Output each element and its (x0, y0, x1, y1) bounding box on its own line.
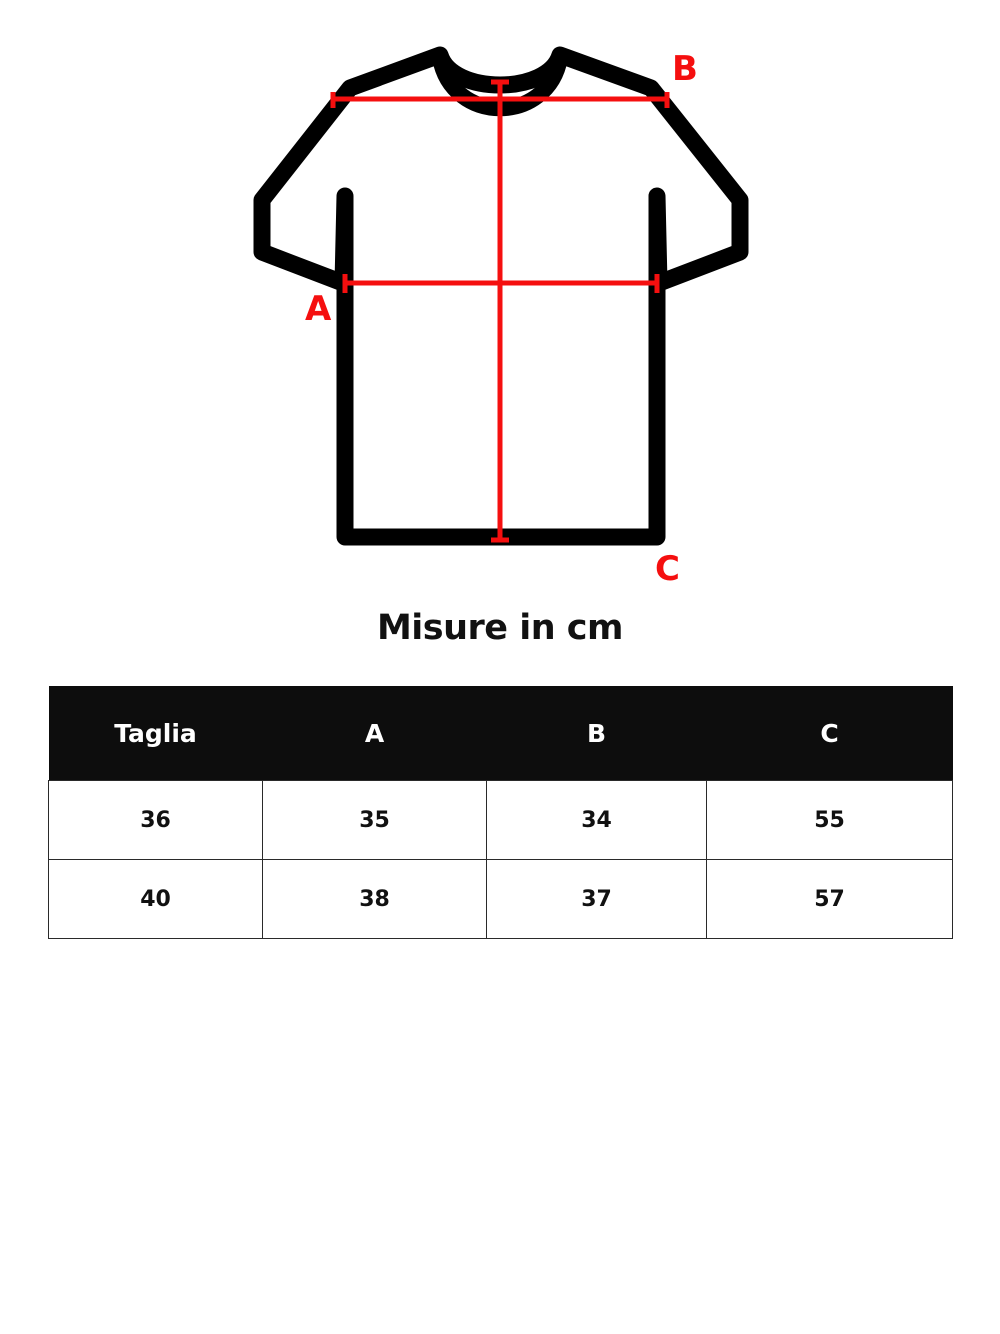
chart-title: Misure in cm (376, 608, 624, 648)
measure-line-c (491, 82, 509, 540)
size-table-wrap (48, 686, 952, 939)
cell-a: 35 (263, 781, 487, 860)
table-row (49, 781, 953, 860)
tshirt-diagram (0, 0, 1000, 600)
cell-b: 37 (487, 860, 707, 939)
column-header-c: C (707, 686, 953, 781)
column-header-taglia: Taglia (49, 686, 263, 781)
cell-c: 57 (707, 860, 953, 939)
table-row (49, 860, 953, 939)
table-header-row (49, 686, 953, 781)
cell-size: 40 (49, 860, 263, 939)
size-table (48, 686, 953, 939)
measure-label-c: C (655, 549, 680, 589)
cell-c: 55 (707, 781, 953, 860)
measure-label-a: A (305, 289, 332, 329)
cell-a: 38 (263, 860, 487, 939)
measure-label-b: B (672, 49, 698, 89)
cell-size: 36 (49, 781, 263, 860)
column-header-b: B (487, 686, 707, 781)
column-header-a: A (263, 686, 487, 781)
cell-b: 34 (487, 781, 707, 860)
